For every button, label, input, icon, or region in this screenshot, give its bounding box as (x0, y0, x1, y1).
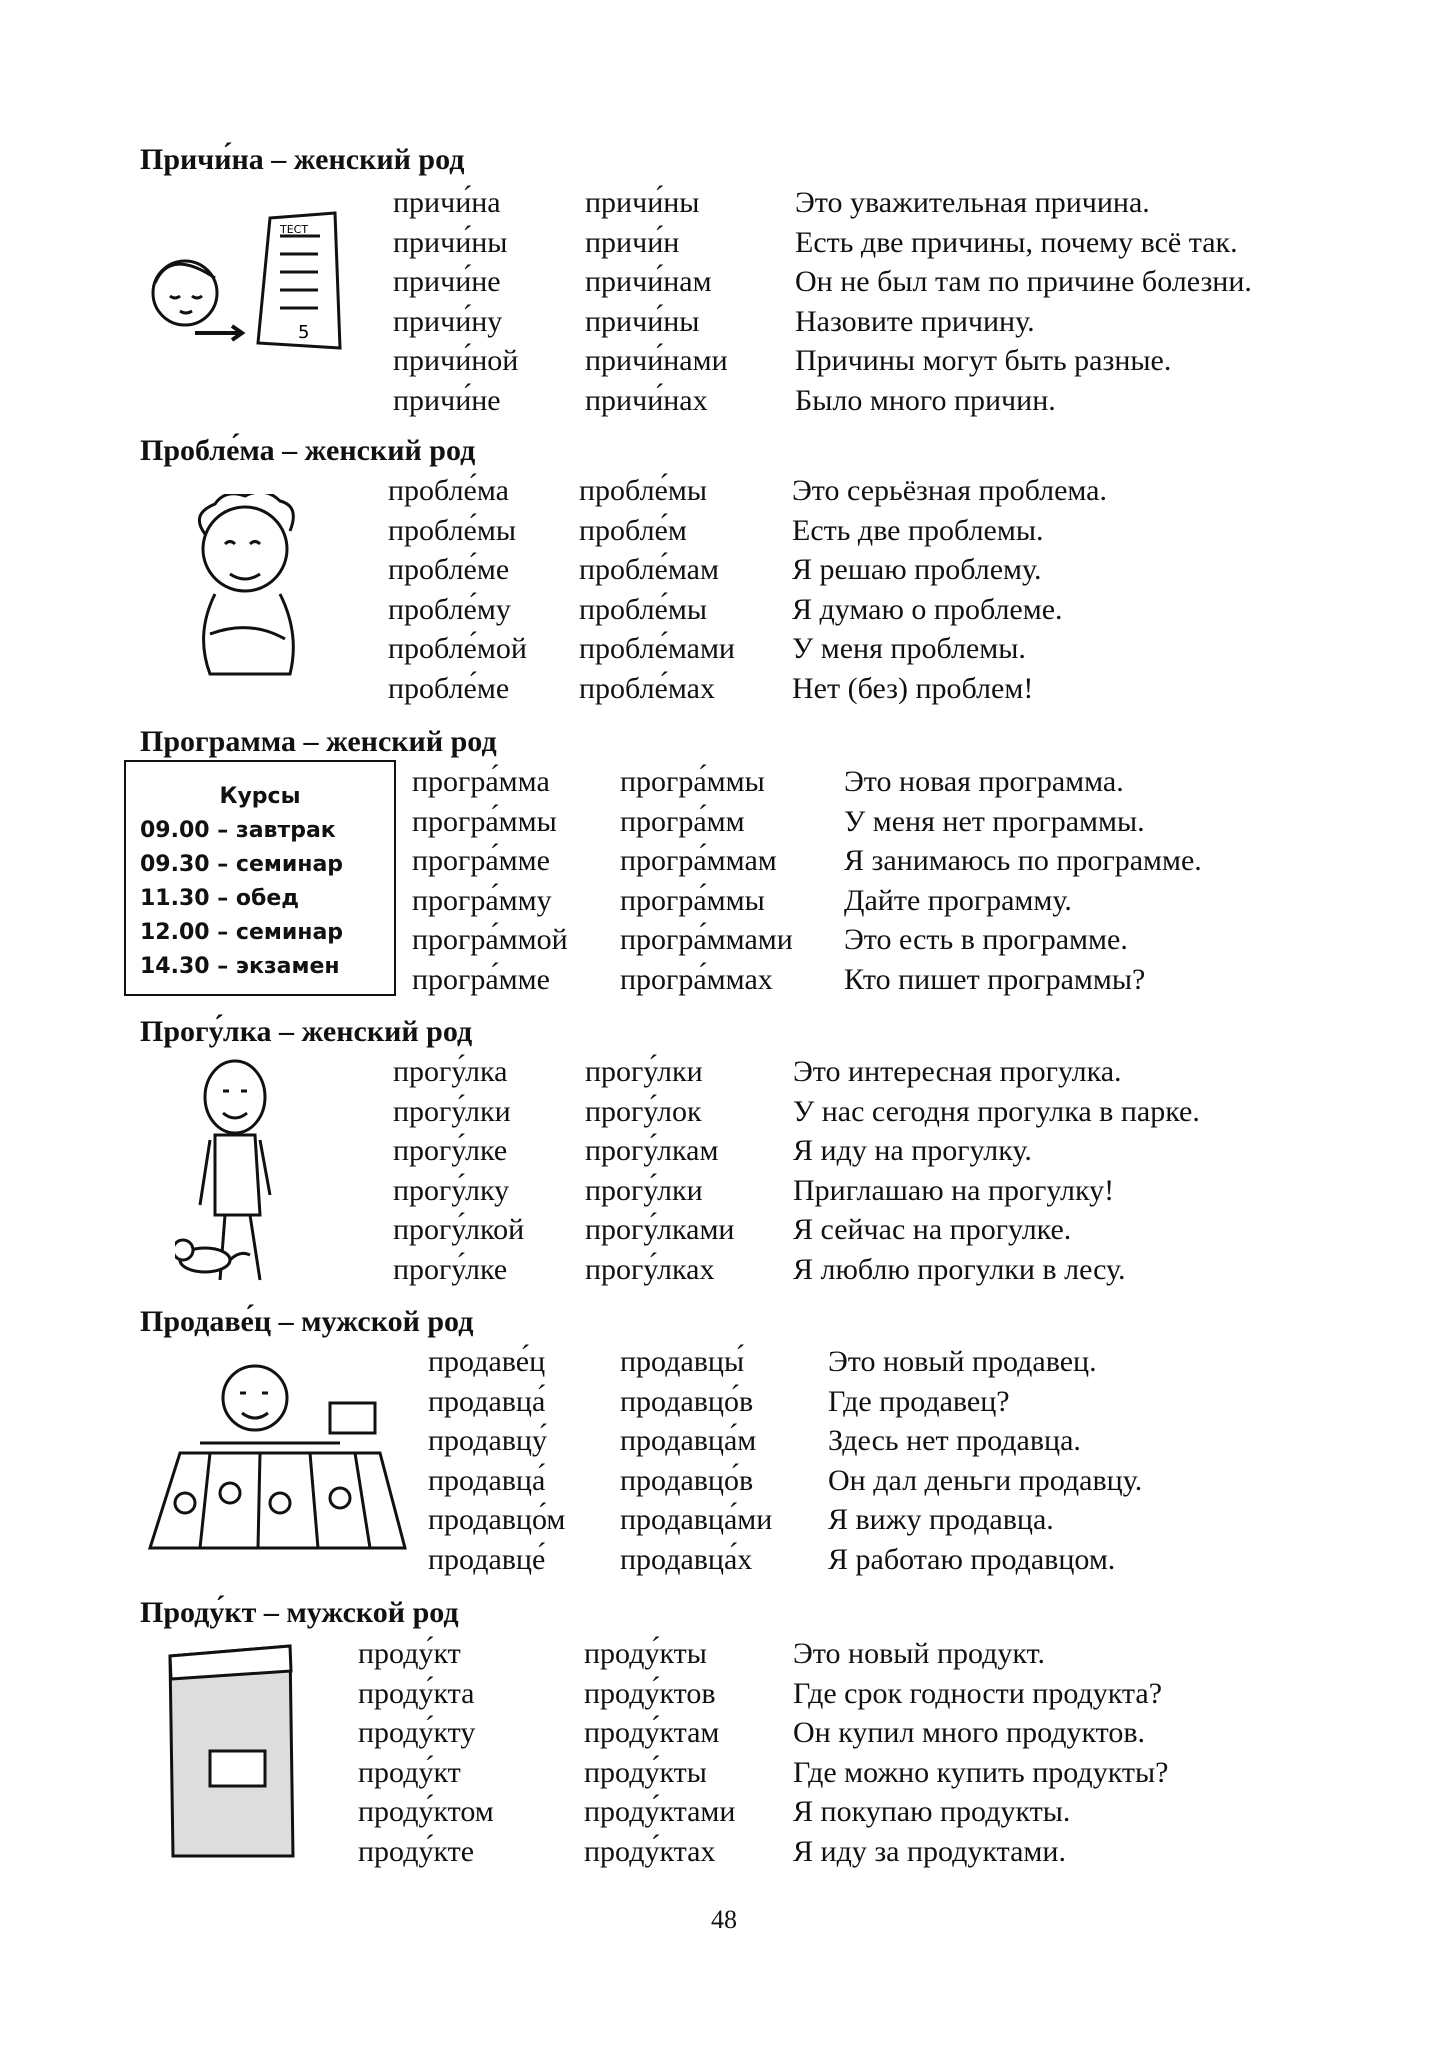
page-number: 48 (711, 1905, 737, 1934)
example-sentence: Я иду на прогулку. (793, 1134, 1032, 1167)
plural-form: пробле́мам (579, 553, 719, 586)
singular-form: програ́мму (412, 883, 552, 917)
example-sentence: Я решаю проблему. (792, 553, 1042, 586)
example-sentence: Я думаю о проблеме. (792, 592, 1063, 626)
singular-form: продавцо́м (428, 1503, 566, 1536)
singular-form: прогу́лке (393, 1252, 508, 1286)
plural-form: проду́кты (584, 1637, 707, 1670)
plural-form: пробле́м (579, 513, 687, 547)
singular-form: проду́кта (358, 1676, 475, 1710)
worried-boy-illustration (180, 494, 320, 684)
schedule-item: 14.30 – экзамен (140, 954, 340, 979)
example-sentence: Причины могут быть разные. (795, 344, 1172, 377)
declension-table (393, 1052, 1353, 1289)
section-heading: Причи́на – женский род (140, 143, 465, 176)
schedule-title: Курсы (219, 784, 301, 809)
example-sentence: Есть две проблемы. (792, 513, 1044, 547)
plural-form: проду́ктов (584, 1676, 716, 1710)
singular-form: проду́кт (358, 1637, 461, 1670)
example-sentence: Я покупаю продукты. (793, 1795, 1071, 1828)
plural-form: причи́н (585, 225, 680, 259)
plural-form: причи́ны (585, 186, 700, 219)
singular-form: програ́мме (412, 962, 550, 996)
singular-form: проду́ктом (358, 1795, 494, 1828)
example-sentence: Это серьёзная проблема. (792, 474, 1107, 507)
example-sentence: Я занимаюсь по программе. (844, 844, 1202, 877)
plural-form: пробле́мы (579, 592, 707, 626)
singular-form: причи́ной (393, 344, 519, 377)
example-sentence: Это есть в программе. (844, 923, 1128, 956)
plural-form: прогу́лки (585, 1055, 703, 1088)
plural-form: причи́нах (585, 383, 708, 417)
example-sentence: Где можно купить продукты? (793, 1755, 1169, 1789)
singular-form: пробле́мой (388, 632, 527, 665)
example-sentence: Это интересная прогулка. (793, 1055, 1122, 1088)
schedule-item: 09.00 – завтрак (140, 818, 336, 843)
singular-form: продавцу́ (428, 1424, 547, 1457)
singular-form: продавца́ (428, 1463, 546, 1497)
example-sentence: Где продавец? (828, 1384, 1010, 1418)
singular-form: прогу́лкой (393, 1213, 525, 1246)
plural-form: проду́кты (584, 1755, 707, 1789)
declension-table (412, 762, 1264, 999)
section-heading: Пробле́ма – женский род (140, 434, 476, 467)
product-bag-illustration (165, 1641, 300, 1861)
singular-form: проду́кт (358, 1755, 461, 1789)
singular-form: прогу́лку (393, 1173, 510, 1207)
example-sentence: Нет (без) проблем! (792, 671, 1034, 705)
example-sentence: Здесь нет продавца. (828, 1424, 1081, 1457)
singular-form: прогу́лке (393, 1134, 508, 1167)
example-sentence: Я люблю прогулки в лесу. (793, 1252, 1126, 1286)
plural-form: програ́ммы (620, 883, 765, 917)
declension-table (428, 1342, 1248, 1579)
plural-form: прогу́лках (585, 1252, 715, 1286)
plural-form: прогу́лок (585, 1094, 702, 1128)
example-sentence: Есть две причины, почему всё так. (795, 225, 1238, 259)
shop-counter-illustration (140, 1353, 410, 1553)
test-label: ТЕСТ (280, 223, 309, 236)
singular-form: причи́не (393, 383, 501, 417)
singular-form: пробле́ме (388, 553, 510, 586)
example-sentence: Это новый продавец. (828, 1345, 1097, 1378)
grade-label: 5 (298, 322, 310, 343)
example-sentence: Он дал деньги продавцу. (828, 1463, 1143, 1497)
example-sentence: У меня нет программы. (844, 804, 1145, 838)
plural-form: причи́нам (585, 265, 712, 298)
plural-form: пробле́мы (579, 474, 707, 507)
example-sentence: Было много причин. (795, 383, 1056, 417)
declension-table (388, 471, 1352, 708)
plural-form: продавца́м (620, 1424, 757, 1457)
schedule-item: 09.30 – семинар (140, 852, 344, 877)
schedule-item: 11.30 – обед (140, 886, 300, 911)
plural-form: продавца́ми (620, 1503, 773, 1536)
plural-form: продавцо́в (620, 1463, 754, 1497)
singular-form: проду́кте (358, 1834, 475, 1868)
plural-form: продавцы́ (620, 1345, 745, 1378)
singular-form: програ́мма (412, 765, 550, 798)
example-sentence: Это новая программа. (844, 765, 1124, 798)
example-sentence: Дайте программу. (844, 883, 1072, 917)
plural-form: програ́мм (620, 804, 745, 838)
plural-form: прогу́лками (585, 1213, 735, 1246)
declension-table (358, 1634, 1353, 1871)
section-heading: Прогу́лка – женский род (140, 1015, 473, 1048)
example-sentence: Где срок годности продукта? (793, 1676, 1163, 1710)
singular-form: причи́на (393, 186, 501, 219)
singular-form: продавца́ (428, 1384, 546, 1418)
example-sentence: Приглашаю на прогулку! (793, 1173, 1115, 1207)
plural-form: причи́нами (585, 344, 728, 377)
plural-form: прогу́лки (585, 1173, 703, 1207)
example-sentence: Это новый продукт. (793, 1637, 1045, 1670)
section-heading: Проду́кт – мужской род (140, 1596, 459, 1629)
example-sentence: Кто пишет программы? (844, 962, 1146, 996)
example-sentence: Я сейчас на прогулке. (793, 1213, 1072, 1246)
plural-form: пробле́мами (579, 632, 735, 665)
example-sentence: Я иду за продуктами. (793, 1834, 1066, 1868)
example-sentence: Я вижу продавца. (828, 1503, 1054, 1536)
boy-with-dog-illustration (175, 1055, 305, 1295)
test-paper-illustration (140, 208, 360, 358)
example-sentence: Он не был там по причине болезни. (795, 265, 1252, 298)
singular-form: пробле́мы (388, 513, 516, 547)
singular-form: причи́ну (393, 304, 503, 338)
example-sentence: У нас сегодня прогулка в парке. (793, 1094, 1200, 1128)
singular-form: програ́мме (412, 844, 550, 877)
plural-form: програ́ммам (620, 844, 777, 877)
declension-table (393, 183, 1355, 420)
example-sentence: Он купил много продуктов. (793, 1716, 1146, 1749)
singular-form: прогу́лка (393, 1055, 508, 1088)
example-sentence: У меня проблемы. (792, 632, 1026, 665)
singular-form: причи́не (393, 265, 501, 298)
section-heading: Программа – женский род (140, 725, 497, 758)
singular-form: програ́ммы (412, 804, 557, 838)
plural-form: програ́ммы (620, 765, 765, 798)
plural-form: пробле́мах (579, 671, 715, 705)
singular-form: пробле́му (388, 592, 511, 626)
singular-form: пробле́ме (388, 671, 510, 705)
singular-form: прогу́лки (393, 1094, 511, 1128)
plural-form: причи́ны (585, 304, 700, 338)
example-sentence: Это уважительная причина. (795, 186, 1150, 219)
schedule-item: 12.00 – семинар (140, 920, 344, 945)
plural-form: продавцо́в (620, 1384, 754, 1418)
singular-form: продавце́ (428, 1542, 546, 1576)
plural-form: проду́ктам (584, 1716, 720, 1749)
section-heading: Продаве́ц – мужской род (140, 1305, 474, 1338)
plural-form: прогу́лкам (585, 1134, 719, 1167)
plural-form: програ́ммах (620, 962, 773, 996)
example-sentence: Я работаю продавцом. (828, 1542, 1116, 1576)
plural-form: проду́ктами (584, 1795, 736, 1828)
plural-form: продавца́х (620, 1542, 753, 1576)
singular-form: продаве́ц (428, 1345, 546, 1378)
example-sentence: Назовите причину. (795, 304, 1035, 338)
course-schedule-box (124, 760, 396, 996)
plural-form: проду́ктах (584, 1834, 716, 1868)
singular-form: програ́ммой (412, 923, 568, 956)
singular-form: причи́ны (393, 225, 508, 259)
singular-form: пробле́ма (388, 474, 509, 507)
singular-form: проду́кту (358, 1716, 476, 1749)
plural-form: програ́ммами (620, 923, 793, 956)
